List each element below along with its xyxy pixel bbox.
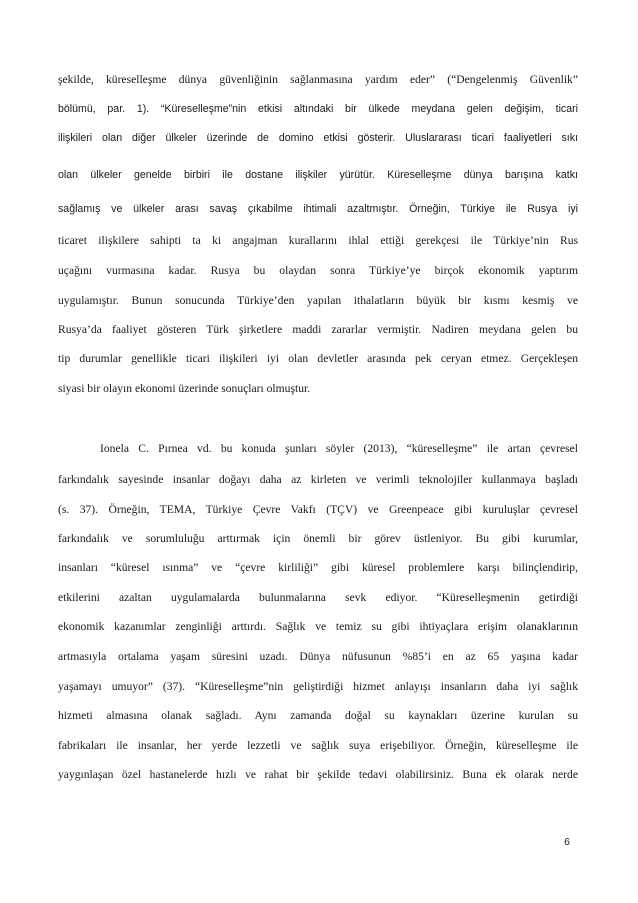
page-number: 6 [564,836,570,848]
paragraph-1-line-8: uygulamıştır. Bunun sonucunda Türkiye’den yapılan ithalatların büyük bir kısmı kesmiş ve [58,294,578,307]
paragraph-2-line-9: yaşamayı umuyor” (37). “Küreselleşme”nin geliştirdiği hizmet anlayışı insanların daha iyi sağlık [58,680,578,693]
paragraph-1-line-9: Rusya’da faaliyet gösteren Türk şirketlere maddi zararlar vermiştir. Nadiren meydana gelen bu [58,323,578,336]
paragraph-1-line-4: olan ülkeler genelde birbiri ile dostane ilişkiler yürütür. Küreselleşme dünya barışına katkı [58,169,578,181]
paragraph-1-line-10: tip durumlar genellikle ticari ilişkileri iyi olan devletler arasında pek ceryan etmez. Gerçekleşen [58,352,578,365]
paragraph-2-line-11: fabrikaları ile insanlar, her yerde lezzetli ve sağlık suya erişebiliyor. Örneğin, küreselleşme ile [58,739,578,752]
paragraph-1-line-3: ilişkileri olan diğer ülkeler üzerinde de domino etkisi gösterir. Uluslararası ticari faaliyetleri sıkı [58,132,578,144]
paragraph-1-line-11: siyasi bir olayın ekonomi üzerinde sonuçları olmuştur. [58,382,311,395]
paragraph-1-line-6: ticaret ilişkilere sahipti ta ki angajman kurallarını ihlal ettiği gerekçesi ile Türkiye’nin Rus [58,234,578,247]
paragraph-2-line-2: farkındalık sayesinde insanlar doğayı daha az kirleten ve verimli teknolojiler kullanmaya başladı [58,473,578,486]
paragraph-1-line-5: sağlamış ve ülkeler arası savaş çıkabilme ihtimali azaltmıştır. Örneğin, Türkiye ile Rusya iyi [58,203,578,215]
paragraph-1-line-7: uçağını vurmasına kadar. Rusya bu olaydan sonra Türkiye’ye birçok ekonomik yaptırım [58,264,578,277]
paragraph-2-line-12: yaygınlaşan özel hastanelerde hızlı ve rahat bir şekilde tedavi olabilirsiniz. Buna ek olarak nerde [58,768,578,781]
paragraph-2-line-10: hizmeti almasına olanak sağladı. Aynı zamanda doğal su kaynakları üzerine kurulan su [58,709,578,722]
paragraph-2-line-7: ekonomik kazanımlar zenginliği arttırdı. Sağlık ve temiz su gibi ihtiyaçlara erişim olanaklarının [58,620,578,633]
paragraph-1-line-2: bölümü, par. 1). “Küreselleşme”nin etkisi altındaki bir ülkede meydana gelen değişim, ticari [58,103,578,115]
paragraph-2-line-4: farkındalık ve sorumluluğu arttırmak için önemli bir görev üstleniyor. Bu gibi kurumlar, [58,532,578,545]
paragraph-1-line-1: şekilde, küreselleşme dünya güvenliğinin sağlanmasına yardım eder” (“Dengelenmiş Güvenlik” [58,73,578,86]
paragraph-2-line-8: artmasıyla ortalama yaşam süresini uzadı. Dünya nüfusunun %85’i en az 65 yaşına kadar [58,650,578,663]
paragraph-2-line-6: etkilerini azaltan uygulamalarda bulunmalarına sevk ediyor. “Küreselleşmenin getirdiği [58,591,578,604]
paragraph-2-line-3: (s. 37). Örneğin, TEMA, Türkiye Çevre Vakfı (TÇV) ve Greenpeace gibi kuruluşlar çevresel [58,503,578,516]
paragraph-2-line-1: Ionela C. Pırnea vd. bu konuda şunları söyler (2013), “küreselleşme” ile artan çevresel [100,442,578,455]
paragraph-2-line-5: insanları “küresel ısınma” ve “çevre kirliliği” gibi küresel problemlere karşı bilinçlendirip, [58,561,578,574]
